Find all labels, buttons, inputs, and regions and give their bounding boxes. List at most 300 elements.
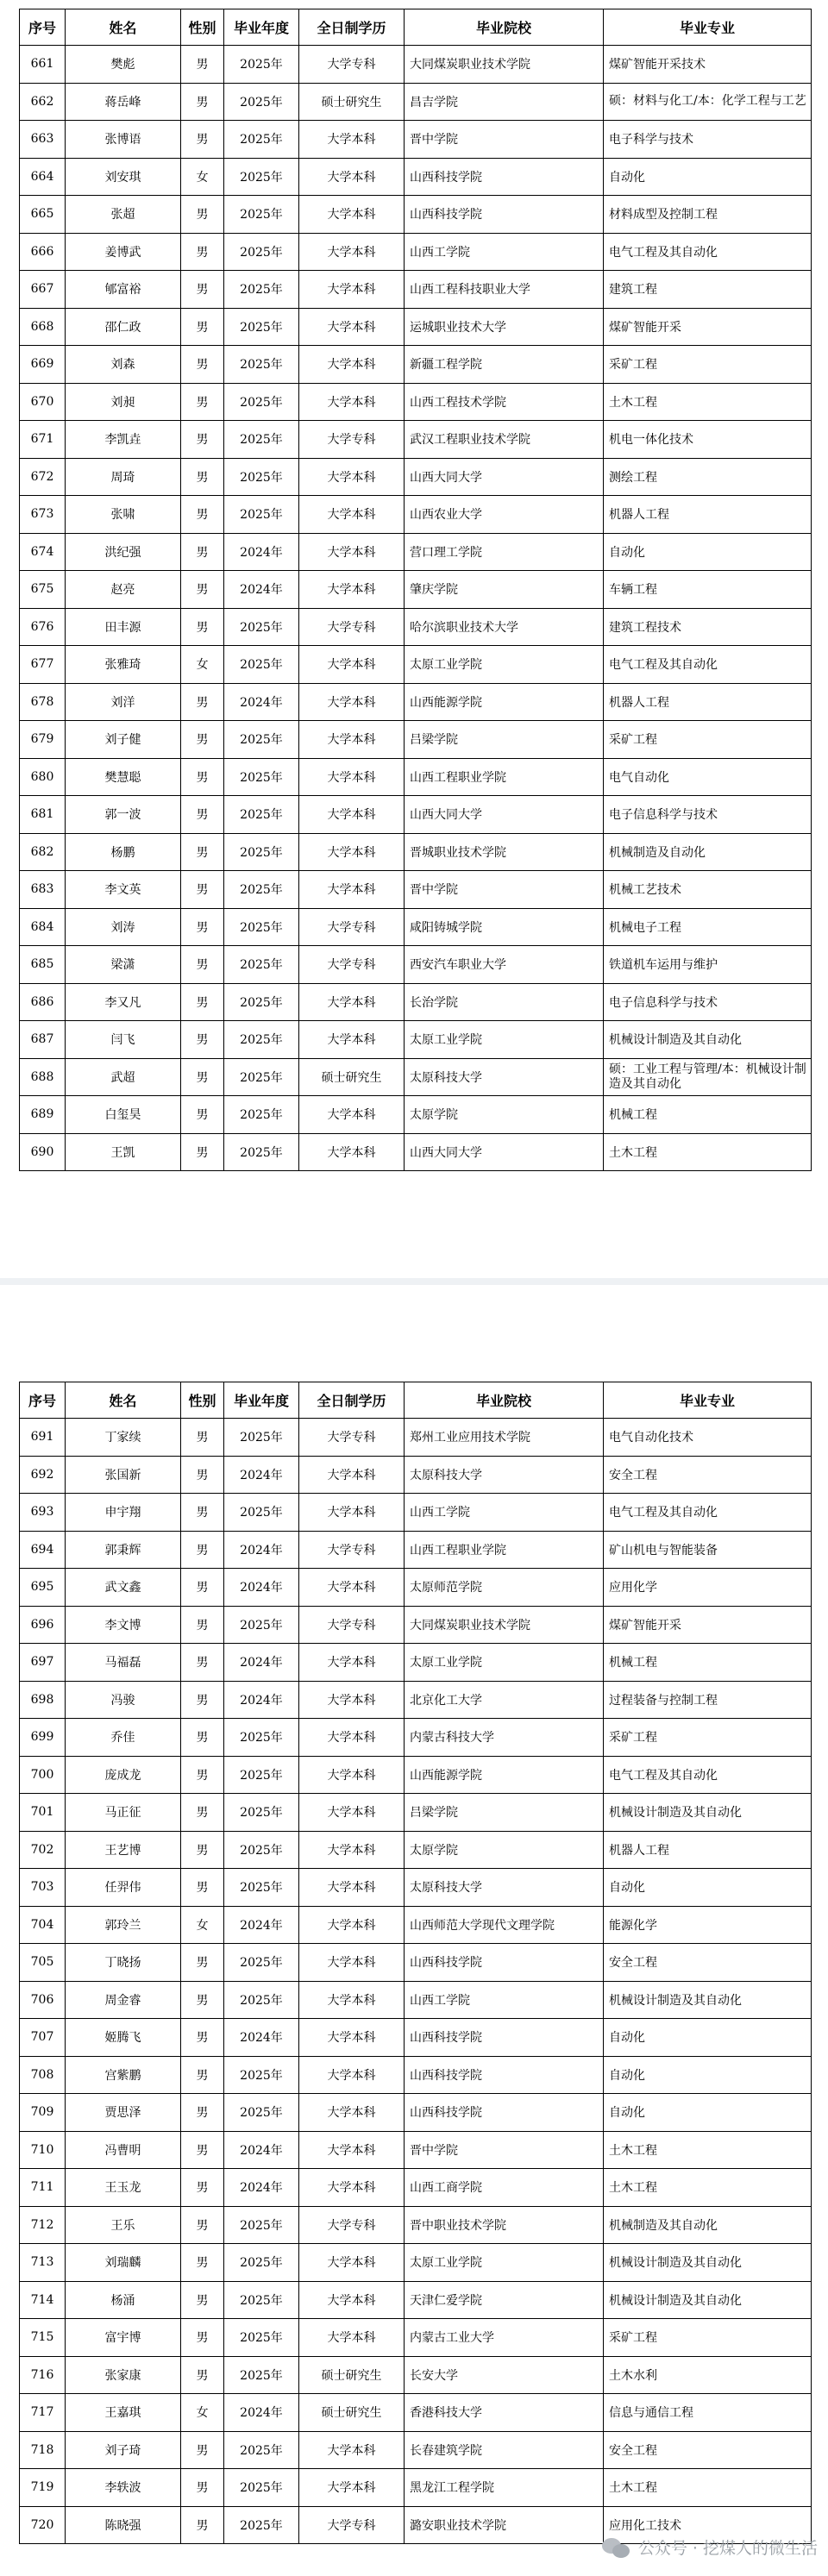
- cell-gender: 男: [181, 2169, 224, 2207]
- cell-no: 662: [20, 83, 66, 121]
- header-gender: 性别: [181, 1382, 224, 1419]
- cell-major: 机械工程: [604, 1096, 812, 1134]
- cell-no: 705: [20, 1944, 66, 1982]
- cell-no: 688: [20, 1058, 66, 1096]
- cell-degree: 大学本科: [299, 346, 405, 384]
- cell-grad-year: 2025年: [224, 2506, 299, 2544]
- cell-name: 李文博: [66, 1606, 181, 1644]
- table-row: [20, 383, 812, 421]
- table-row: [20, 1133, 812, 1171]
- table-row: [20, 1719, 812, 1757]
- cell-grad-year: 2025年: [224, 2281, 299, 2319]
- cell-major: 自动化: [604, 2056, 812, 2094]
- cell-major: 机械设计制造及其自动化: [604, 2244, 812, 2282]
- cell-name: 刘子琦: [66, 2431, 181, 2469]
- cell-name: 李又凡: [66, 983, 181, 1021]
- cell-no: 695: [20, 1569, 66, 1607]
- cell-degree: 大学本科: [299, 2281, 405, 2319]
- wechat-icon: [602, 2536, 631, 2559]
- cell-degree: 大学专科: [299, 1606, 405, 1644]
- cell-name: 申宇翔: [66, 1494, 181, 1532]
- cell-degree: 大学本科: [299, 683, 405, 721]
- table-row: [20, 2469, 812, 2507]
- cell-school: 咸阳铸城学院: [405, 908, 604, 946]
- cell-degree: 大学本科: [299, 871, 405, 909]
- cell-name: 邵仁政: [66, 308, 181, 346]
- cell-name: 马福磊: [66, 1644, 181, 1682]
- cell-name: 樊慧聪: [66, 758, 181, 796]
- cell-major: 电子科学与技术: [604, 121, 812, 159]
- cell-degree: 大学本科: [299, 1756, 405, 1794]
- table-row: [20, 1644, 812, 1682]
- cell-school: 天津仁爱学院: [405, 2281, 604, 2319]
- cell-gender: 男: [181, 2431, 224, 2469]
- cell-major: 电气工程及其自动化: [604, 1494, 812, 1532]
- cell-grad-year: 2025年: [224, 608, 299, 646]
- cell-no: 698: [20, 1681, 66, 1719]
- cell-no: 673: [20, 496, 66, 534]
- cell-name: 刘洋: [66, 683, 181, 721]
- cell-name: 周琦: [66, 458, 181, 496]
- cell-grad-year: 2025年: [224, 196, 299, 234]
- cell-degree: 大学本科: [299, 833, 405, 871]
- cell-name: 王玉龙: [66, 2169, 181, 2207]
- cell-name: 李文英: [66, 871, 181, 909]
- cell-no: 681: [20, 796, 66, 834]
- cell-degree: 大学本科: [299, 571, 405, 609]
- cell-school: 晋中学院: [405, 121, 604, 159]
- cell-gender: 男: [181, 196, 224, 234]
- cell-gender: 男: [181, 908, 224, 946]
- cell-no: 679: [20, 721, 66, 759]
- cell-major: 安全工程: [604, 2431, 812, 2469]
- cell-name: 张雅琦: [66, 646, 181, 684]
- cell-degree: 大学本科: [299, 233, 405, 271]
- cell-degree: 大学本科: [299, 383, 405, 421]
- table-row: [20, 646, 812, 684]
- cell-school: 山西农业大学: [405, 496, 604, 534]
- cell-school: 太原学院: [405, 1831, 604, 1869]
- cell-major: 采矿工程: [604, 346, 812, 384]
- recruit-table-2: [19, 1382, 812, 2544]
- cell-grad-year: 2025年: [224, 946, 299, 984]
- cell-degree: 大学本科: [299, 1794, 405, 1832]
- cell-major: 自动化: [604, 158, 812, 196]
- cell-major: 电气工程及其自动化: [604, 233, 812, 271]
- cell-no: 691: [20, 1419, 66, 1457]
- cell-major: 机械电子工程: [604, 908, 812, 946]
- cell-major: 铁道机车运用与维护: [604, 946, 812, 984]
- cell-degree: 大学本科: [299, 121, 405, 159]
- cell-gender: 男: [181, 1606, 224, 1644]
- cell-school: 山西大同大学: [405, 796, 604, 834]
- cell-no: 694: [20, 1531, 66, 1569]
- cell-gender: 男: [181, 1494, 224, 1532]
- cell-degree: 硕士研究生: [299, 83, 405, 121]
- cell-school: 郑州工业应用技术学院: [405, 1419, 604, 1457]
- cell-degree: 大学本科: [299, 2244, 405, 2282]
- cell-grad-year: 2025年: [224, 2356, 299, 2394]
- table-row: [20, 2131, 812, 2169]
- cell-no: 710: [20, 2131, 66, 2169]
- cell-grad-year: 2025年: [224, 121, 299, 159]
- cell-school: 太原科技大学: [405, 1869, 604, 1907]
- cell-major: 车辆工程: [604, 571, 812, 609]
- cell-grad-year: 2024年: [224, 533, 299, 571]
- cell-school: 山西科技学院: [405, 1944, 604, 1982]
- cell-degree: 大学专科: [299, 908, 405, 946]
- cell-no: 719: [20, 2469, 66, 2507]
- cell-grad-year: 2025年: [224, 796, 299, 834]
- table-row: [20, 833, 812, 871]
- cell-major: 土木工程: [604, 383, 812, 421]
- cell-no: 686: [20, 983, 66, 1021]
- cell-name: 李凯垚: [66, 421, 181, 459]
- table-header-row: [20, 9, 812, 46]
- cell-degree: 大学本科: [299, 2431, 405, 2469]
- cell-degree: 大学本科: [299, 308, 405, 346]
- cell-name: 姬腾飞: [66, 2019, 181, 2057]
- cell-no: 666: [20, 233, 66, 271]
- cell-no: 717: [20, 2394, 66, 2432]
- cell-gender: 男: [181, 796, 224, 834]
- cell-no: 690: [20, 1133, 66, 1171]
- cell-major: 电气工程及其自动化: [604, 646, 812, 684]
- cell-grad-year: 2024年: [224, 2131, 299, 2169]
- cell-name: 蒋岳峰: [66, 83, 181, 121]
- cell-gender: 男: [181, 2356, 224, 2394]
- cell-name: 刘涛: [66, 908, 181, 946]
- cell-grad-year: 2025年: [224, 421, 299, 459]
- cell-no: 687: [20, 1021, 66, 1059]
- cell-grad-year: 2025年: [224, 496, 299, 534]
- cell-major: 土木工程: [604, 2131, 812, 2169]
- cell-no: 706: [20, 1981, 66, 2019]
- cell-major: 安全工程: [604, 1456, 812, 1494]
- cell-name: 宫紫鹏: [66, 2056, 181, 2094]
- cell-school: 吕梁学院: [405, 721, 604, 759]
- cell-degree: 大学专科: [299, 2206, 405, 2244]
- table-row: [20, 1831, 812, 1869]
- cell-name: 贾思泽: [66, 2094, 181, 2132]
- cell-gender: 男: [181, 308, 224, 346]
- table-row: [20, 1681, 812, 1719]
- cell-no: 720: [20, 2506, 66, 2544]
- cell-name: 张家康: [66, 2356, 181, 2394]
- cell-major: 机械工艺技术: [604, 871, 812, 909]
- cell-degree: 大学专科: [299, 421, 405, 459]
- cell-grad-year: 2025年: [224, 2056, 299, 2094]
- cell-grad-year: 2025年: [224, 2206, 299, 2244]
- cell-grad-year: 2025年: [224, 646, 299, 684]
- table-row: [20, 571, 812, 609]
- cell-degree: 大学本科: [299, 983, 405, 1021]
- cell-grad-year: 2025年: [224, 721, 299, 759]
- cell-school: 山西工程技术学院: [405, 383, 604, 421]
- cell-grad-year: 2025年: [224, 1944, 299, 1982]
- cell-school: 太原学院: [405, 1096, 604, 1134]
- cell-major: 机械设计制造及其自动化: [604, 1794, 812, 1832]
- cell-gender: 男: [181, 871, 224, 909]
- table-row: [20, 1419, 812, 1457]
- cell-grad-year: 2025年: [224, 383, 299, 421]
- cell-major: 硕：工业工程与管理/本：机械设计制造及其自动化: [604, 1058, 812, 1096]
- table-row: [20, 1869, 812, 1907]
- cell-gender: 男: [181, 1831, 224, 1869]
- cell-gender: 男: [181, 2469, 224, 2507]
- cell-school: 香港科技大学: [405, 2394, 604, 2432]
- cell-name: 张超: [66, 196, 181, 234]
- cell-name: 杨鹏: [66, 833, 181, 871]
- cell-grad-year: 2025年: [224, 983, 299, 1021]
- cell-major: 煤矿智能开采: [604, 308, 812, 346]
- cell-school: 新疆工程学院: [405, 346, 604, 384]
- cell-school: 运城职业技术大学: [405, 308, 604, 346]
- cell-name: 王乐: [66, 2206, 181, 2244]
- cell-name: 张啸: [66, 496, 181, 534]
- cell-school: 长治学院: [405, 983, 604, 1021]
- cell-grad-year: 2025年: [224, 2244, 299, 2282]
- cell-no: 667: [20, 271, 66, 309]
- cell-degree: 大学本科: [299, 1831, 405, 1869]
- table-row: [20, 1794, 812, 1832]
- cell-gender: 男: [181, 946, 224, 984]
- cell-major: 信息与通信工程: [604, 2394, 812, 2432]
- cell-major: 采矿工程: [604, 721, 812, 759]
- cell-grad-year: 2025年: [224, 233, 299, 271]
- cell-degree: 大学本科: [299, 1719, 405, 1757]
- cell-school: 大同煤炭职业技术学院: [405, 1606, 604, 1644]
- cell-school: 太原科技大学: [405, 1456, 604, 1494]
- cell-degree: 大学专科: [299, 946, 405, 984]
- cell-gender: 男: [181, 121, 224, 159]
- cell-no: 663: [20, 121, 66, 159]
- cell-major: 应用化学: [604, 1569, 812, 1607]
- cell-no: 665: [20, 196, 66, 234]
- cell-major: 能源化学: [604, 1906, 812, 1944]
- header-major: 毕业专业: [604, 1382, 812, 1419]
- cell-major: 矿山机电与智能装备: [604, 1531, 812, 1569]
- header-no: 序号: [20, 1382, 66, 1419]
- table-row: [20, 2281, 812, 2319]
- header-gender: 性别: [181, 9, 224, 46]
- cell-gender: 女: [181, 1906, 224, 1944]
- cell-grad-year: 2025年: [224, 1096, 299, 1134]
- cell-no: 716: [20, 2356, 66, 2394]
- cell-name: 郭秉辉: [66, 1531, 181, 1569]
- cell-school: 山西科技学院: [405, 2094, 604, 2132]
- cell-name: 赵亮: [66, 571, 181, 609]
- header-degree: 全日制学历: [299, 9, 405, 46]
- cell-school: 山西科技学院: [405, 196, 604, 234]
- cell-no: 671: [20, 421, 66, 459]
- table-row: [20, 346, 812, 384]
- cell-name: 王凯: [66, 1133, 181, 1171]
- cell-degree: 大学本科: [299, 1681, 405, 1719]
- cell-school: 吕梁学院: [405, 1794, 604, 1832]
- cell-name: 富宇博: [66, 2319, 181, 2357]
- table-row: [20, 1906, 812, 1944]
- cell-name: 张博语: [66, 121, 181, 159]
- cell-school: 山西工学院: [405, 1494, 604, 1532]
- cell-grad-year: 2025年: [224, 1756, 299, 1794]
- cell-name: 李轶波: [66, 2469, 181, 2507]
- cell-degree: 大学本科: [299, 1644, 405, 1682]
- cell-school: 山西工程职业学院: [405, 1531, 604, 1569]
- cell-name: 张国新: [66, 1456, 181, 1494]
- cell-gender: 男: [181, 683, 224, 721]
- cell-school: 哈尔滨职业技术大学: [405, 608, 604, 646]
- cell-school: 山西工程职业学院: [405, 758, 604, 796]
- header-name: 姓名: [66, 9, 181, 46]
- cell-school: 长安大学: [405, 2356, 604, 2394]
- cell-no: 678: [20, 683, 66, 721]
- cell-major: 电气自动化: [604, 758, 812, 796]
- cell-no: 712: [20, 2206, 66, 2244]
- cell-degree: 大学本科: [299, 721, 405, 759]
- cell-school: 山西师范大学现代文理学院: [405, 1906, 604, 1944]
- cell-gender: 男: [181, 2094, 224, 2132]
- cell-major: 电气自动化技术: [604, 1419, 812, 1457]
- table-row: [20, 1021, 812, 1059]
- cell-no: 680: [20, 758, 66, 796]
- cell-no: 709: [20, 2094, 66, 2132]
- table-row: [20, 2056, 812, 2094]
- cell-grad-year: 2025年: [224, 83, 299, 121]
- cell-no: 675: [20, 571, 66, 609]
- cell-school: 山西工学院: [405, 1981, 604, 2019]
- cell-degree: 大学专科: [299, 46, 405, 84]
- cell-gender: 男: [181, 833, 224, 871]
- cell-gender: 男: [181, 1644, 224, 1682]
- cell-gender: 男: [181, 2281, 224, 2319]
- cell-no: 718: [20, 2431, 66, 2469]
- cell-gender: 男: [181, 1869, 224, 1907]
- cell-no: 683: [20, 871, 66, 909]
- header-grad-year: 毕业年度: [224, 9, 299, 46]
- page-separator: [0, 1278, 828, 1285]
- cell-major: 自动化: [604, 2019, 812, 2057]
- cell-school: 山西大同大学: [405, 458, 604, 496]
- cell-name: 乔佳: [66, 1719, 181, 1757]
- cell-name: 姜博武: [66, 233, 181, 271]
- cell-degree: 大学本科: [299, 2056, 405, 2094]
- table-row: [20, 121, 812, 159]
- cell-grad-year: 2024年: [224, 1644, 299, 1682]
- cell-major: 煤矿智能开采技术: [604, 46, 812, 84]
- cell-school: 潞安职业技术学院: [405, 2506, 604, 2544]
- cell-no: 707: [20, 2019, 66, 2057]
- cell-name: 刘昶: [66, 383, 181, 421]
- header-name: 姓名: [66, 1382, 181, 1419]
- cell-name: 白玺昊: [66, 1096, 181, 1134]
- cell-major: 机械设计制造及其自动化: [604, 2281, 812, 2319]
- cell-name: 庞成龙: [66, 1756, 181, 1794]
- table-row: [20, 46, 812, 84]
- cell-grad-year: 2025年: [224, 308, 299, 346]
- table-row: [20, 1756, 812, 1794]
- cell-major: 机器人工程: [604, 496, 812, 534]
- cell-major: 材料成型及控制工程: [604, 196, 812, 234]
- table-row: [20, 946, 812, 984]
- cell-gender: 男: [181, 46, 224, 84]
- cell-gender: 男: [181, 1794, 224, 1832]
- cell-no: 703: [20, 1869, 66, 1907]
- cell-degree: 大学专科: [299, 2506, 405, 2544]
- cell-gender: 女: [181, 646, 224, 684]
- cell-no: 669: [20, 346, 66, 384]
- cell-degree: 大学本科: [299, 458, 405, 496]
- cell-degree: 大学本科: [299, 158, 405, 196]
- cell-no: 689: [20, 1096, 66, 1134]
- cell-school: 武汉工程职业技术学院: [405, 421, 604, 459]
- table-row: [20, 496, 812, 534]
- cell-no: 715: [20, 2319, 66, 2357]
- cell-gender: 男: [181, 1531, 224, 1569]
- table-row: [20, 1981, 812, 2019]
- cell-major: 机器人工程: [604, 683, 812, 721]
- cell-grad-year: 2025年: [224, 758, 299, 796]
- cell-school: 山西科技学院: [405, 2056, 604, 2094]
- table-row: [20, 983, 812, 1021]
- cell-grad-year: 2025年: [224, 1831, 299, 1869]
- cell-school: 晋中学院: [405, 2131, 604, 2169]
- cell-major: 电子信息科学与技术: [604, 796, 812, 834]
- cell-grad-year: 2024年: [224, 1906, 299, 1944]
- cell-no: 685: [20, 946, 66, 984]
- cell-major: 机械设计制造及其自动化: [604, 1981, 812, 2019]
- cell-school: 山西工程科技职业大学: [405, 271, 604, 309]
- cell-school: 长春建筑学院: [405, 2431, 604, 2469]
- cell-gender: 男: [181, 1456, 224, 1494]
- table-row: [20, 721, 812, 759]
- cell-school: 北京化工大学: [405, 1681, 604, 1719]
- cell-major: 土木水利: [604, 2356, 812, 2394]
- cell-no: 699: [20, 1719, 66, 1757]
- table-row: [20, 1944, 812, 1982]
- table-row: [20, 1531, 812, 1569]
- recruit-table-1: [19, 9, 812, 1171]
- cell-school: 内蒙古工业大学: [405, 2319, 604, 2357]
- cell-gender: 男: [181, 1719, 224, 1757]
- cell-school: 山西能源学院: [405, 1756, 604, 1794]
- cell-major: 采矿工程: [604, 2319, 812, 2357]
- cell-name: 郭一波: [66, 796, 181, 834]
- cell-degree: 大学本科: [299, 2019, 405, 2057]
- cell-major: 采矿工程: [604, 1719, 812, 1757]
- cell-gender: 男: [181, 233, 224, 271]
- cell-major: 建筑工程: [604, 271, 812, 309]
- cell-school: 营口理工学院: [405, 533, 604, 571]
- table-header-row: [20, 1382, 812, 1419]
- table-row: [20, 2244, 812, 2282]
- table-row: [20, 83, 812, 121]
- cell-gender: 男: [181, 421, 224, 459]
- cell-no: 672: [20, 458, 66, 496]
- cell-no: 700: [20, 1756, 66, 1794]
- cell-major: 机器人工程: [604, 1831, 812, 1869]
- cell-school: 太原科技大学: [405, 1058, 604, 1096]
- cell-no: 684: [20, 908, 66, 946]
- table-row: [20, 533, 812, 571]
- cell-name: 梁潇: [66, 946, 181, 984]
- cell-degree: 大学本科: [299, 2169, 405, 2207]
- cell-major: 自动化: [604, 533, 812, 571]
- cell-degree: 大学本科: [299, 1569, 405, 1607]
- cell-major: 自动化: [604, 1869, 812, 1907]
- cell-gender: 女: [181, 2394, 224, 2432]
- cell-school: 太原工业学院: [405, 646, 604, 684]
